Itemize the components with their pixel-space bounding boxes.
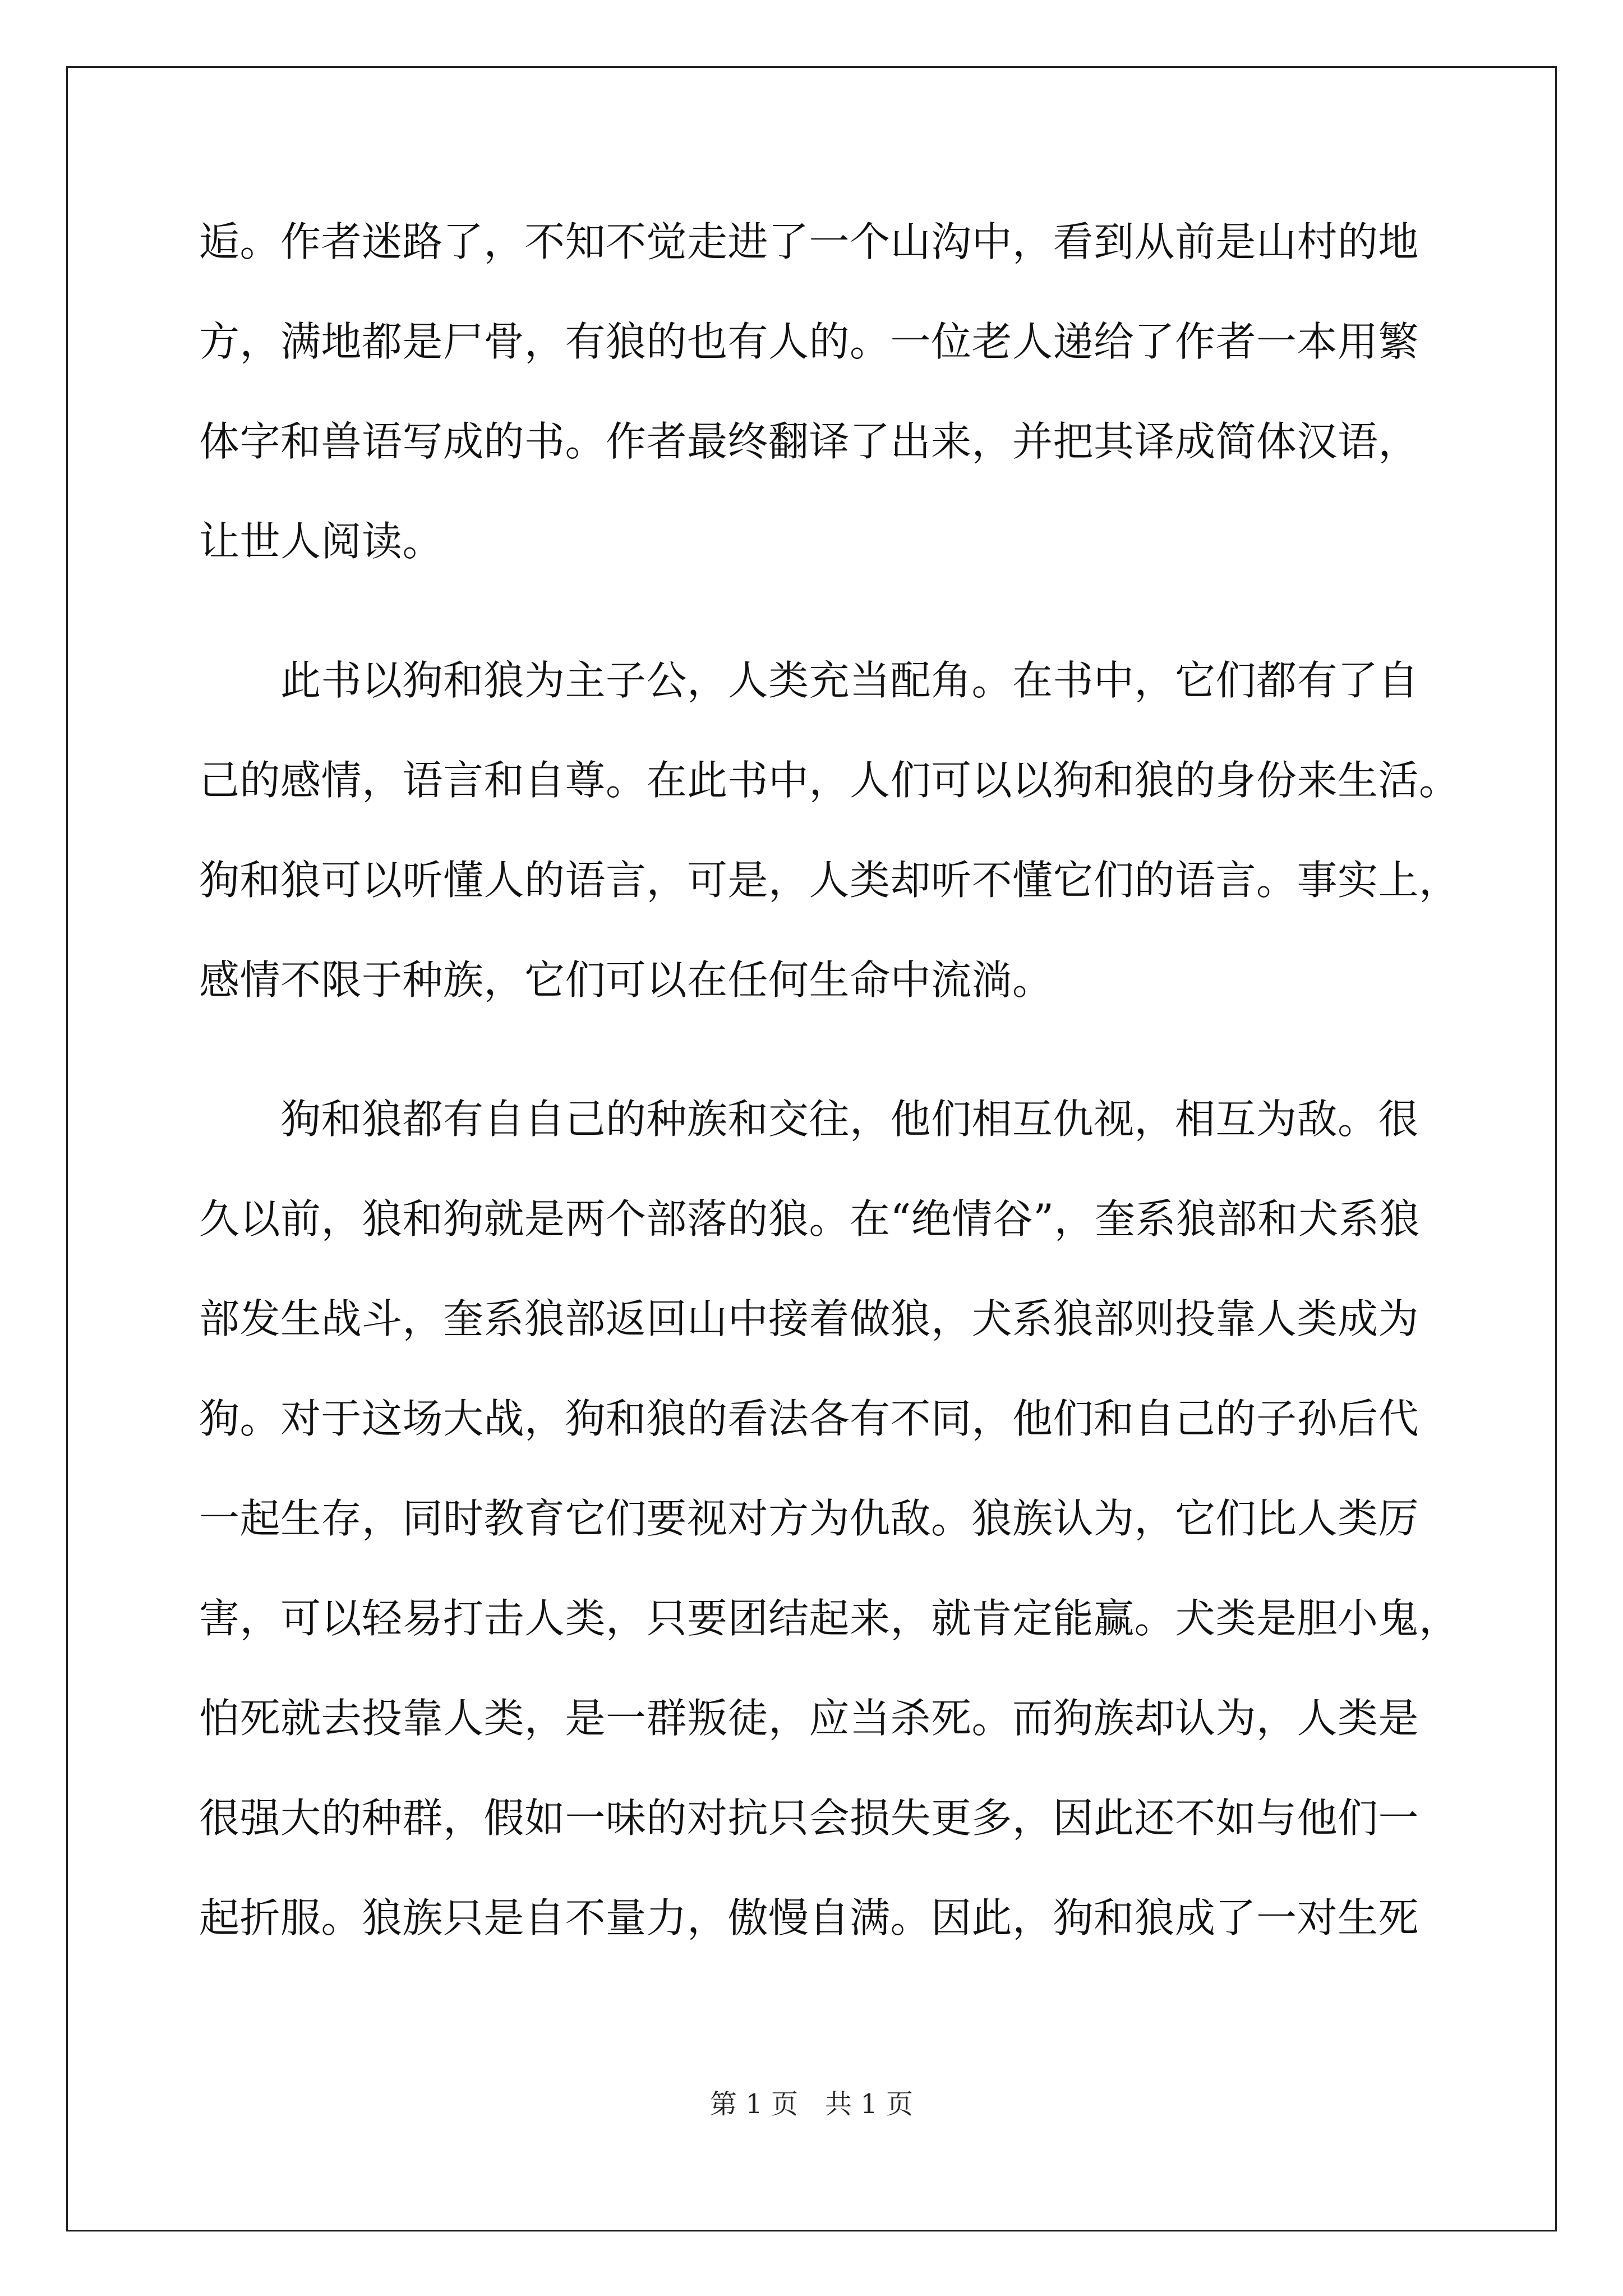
text-line: 体字和兽语写成的书。作者最终翻译了出来，并把其译成简体汉语， <box>199 418 1419 465</box>
page-number: 第 1 页 <box>709 2088 798 2120</box>
text-line: 害，可以轻易打击人类，只要团结起来，就肯定能赢。犬类是胆小鬼， <box>199 1595 1460 1642</box>
text-line: 此书以狗和狼为主子公，人类充当配角。在书中，它们都有了自 <box>199 657 1419 704</box>
text-line: 狗。对于这场大战，狗和狼的看法各有不同，他们和自己的子孙后代 <box>199 1395 1419 1442</box>
text-line: 起折服。狼族只是自不量力，傲慢自满。因此，狗和狼成了一对生死 <box>199 1894 1419 1941</box>
text-line: 己的感情，语言和自尊。在此书中，人们可以以狗和狼的身份来生活。 <box>199 757 1460 804</box>
page-footer <box>0 2082 1623 2121</box>
text-line: 逅。作者迷路了，不知不觉走进了一个山沟中，看到从前是山村的地 <box>199 218 1419 265</box>
text-line: 让世人阅读。 <box>199 518 444 565</box>
text-line: 方，满地都是尸骨，有狼的也有人的。一位老人递给了作者一本用繁 <box>199 318 1419 365</box>
text-line: 狗和狼都有自自己的种族和交往，他们相互仇视，相互为敌。很 <box>199 1096 1419 1143</box>
page-total: 共 1 页 <box>825 2088 914 2120</box>
text-line: 部发生战斗，奎系狼部返回山中接着做狼，犬系狼部则投靠人类成为 <box>199 1295 1419 1342</box>
text-line: 怕死就去投靠人类，是一群叛徒，应当杀死。而狗族却认为，人类是 <box>199 1695 1419 1742</box>
text-line: 很强大的种群，假如一味的对抗只会损失更多，因此还不如与他们一 <box>199 1795 1419 1842</box>
text-line: 感情不限于种族，它们可以在任何生命中流淌。 <box>199 956 1053 1004</box>
text-line: 久以前，狼和狗就是两个部落的狼。在“绝情谷”，奎系狼部和犬系狼 <box>199 1195 1421 1243</box>
text-line: 狗和狼可以听懂人的语言，可是，人类却听不懂它们的语言。事实上， <box>199 857 1460 904</box>
text-line: 一起生存，同时教育它们要视对方为仇敌。狼族认为，它们比人类厉 <box>199 1495 1419 1542</box>
